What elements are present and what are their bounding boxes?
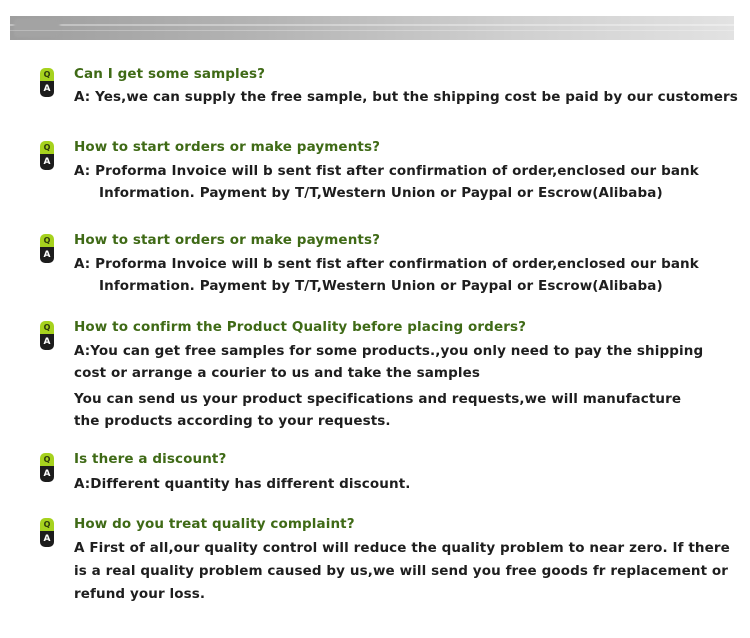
faq-answer-line: A: Proforma Invoice will b sent fist after confirmation of order,enclosed our bank [74, 256, 699, 272]
qa-badge-icon [40, 141, 54, 170]
qa-badge-icon [40, 234, 54, 263]
question-badge-icon: Q [40, 518, 54, 531]
faq-answer-line: You can send us your product specifications and requests,we will manufacture [74, 391, 682, 407]
answer-badge-icon: A [40, 531, 54, 547]
qa-badge-icon [40, 68, 54, 97]
faq-question: How do you treat quality complaint? [74, 516, 355, 532]
faq-answer [74, 161, 699, 204]
answer-badge-icon: A [40, 334, 54, 350]
faq-answer [74, 341, 703, 432]
faq-answer-line: A:Different quantity has different discount. [74, 476, 411, 492]
faq-answer [74, 537, 730, 606]
faq-answer-line: A: Yes,we can supply the free sample, but the shipping cost be paid by our customers [74, 89, 738, 105]
section-header-bar [10, 16, 734, 40]
qa-badge-icon [40, 518, 54, 547]
faq-answer-line: A: Proforma Invoice will b sent fist after confirmation of order,enclosed our bank [74, 163, 699, 179]
question-badge-icon: Q [40, 68, 54, 81]
faq-question: Can I get some samples? [74, 66, 266, 82]
qa-badge-icon [40, 453, 54, 482]
question-badge-icon: Q [40, 321, 54, 334]
faq-answer [74, 254, 699, 297]
faq-question: How to start orders or make payments? [74, 232, 381, 248]
qa-badge-icon [40, 321, 54, 350]
question-badge-icon: Q [40, 141, 54, 154]
question-badge-icon: Q [40, 234, 54, 247]
faq-answer-line: Information. Payment by T/T,Western Union or Paypal or Escrow(Alibaba) [99, 277, 663, 294]
faq-question: How to start orders or make payments? [74, 139, 381, 155]
faq-answer [74, 87, 738, 109]
answer-badge-icon: A [40, 466, 54, 482]
faq-answer-line: A First of all,our quality control will reduce the quality problem to near zero. If there [74, 540, 730, 556]
faq-question: How to confirm the Product Quality before placing orders? [74, 319, 527, 335]
faq-answer [74, 474, 410, 496]
answer-badge-icon: A [40, 154, 54, 170]
section-header-label [14, 19, 60, 37]
faq-answer-line: refund your loss. [74, 586, 206, 602]
answer-badge-icon: A [40, 81, 54, 97]
answer-badge-icon: A [40, 247, 54, 263]
faq-answer-line: the products according to your requests. [74, 412, 391, 429]
faq-answer-line: Information. Payment by T/T,Western Union or Paypal or Escrow(Alibaba) [99, 184, 663, 201]
faq-answer-line: is a real quality problem caused by us,we will send you free goods fr replacement or [74, 563, 729, 579]
question-badge-icon: Q [40, 453, 54, 466]
faq-question: Is there a discount? [74, 451, 227, 467]
faq-answer-line: A:You can get free samples for some products.,you only need to pay the shipping [74, 343, 704, 359]
faq-answer-line: cost or arrange a courier to us and take the samples [74, 364, 480, 381]
